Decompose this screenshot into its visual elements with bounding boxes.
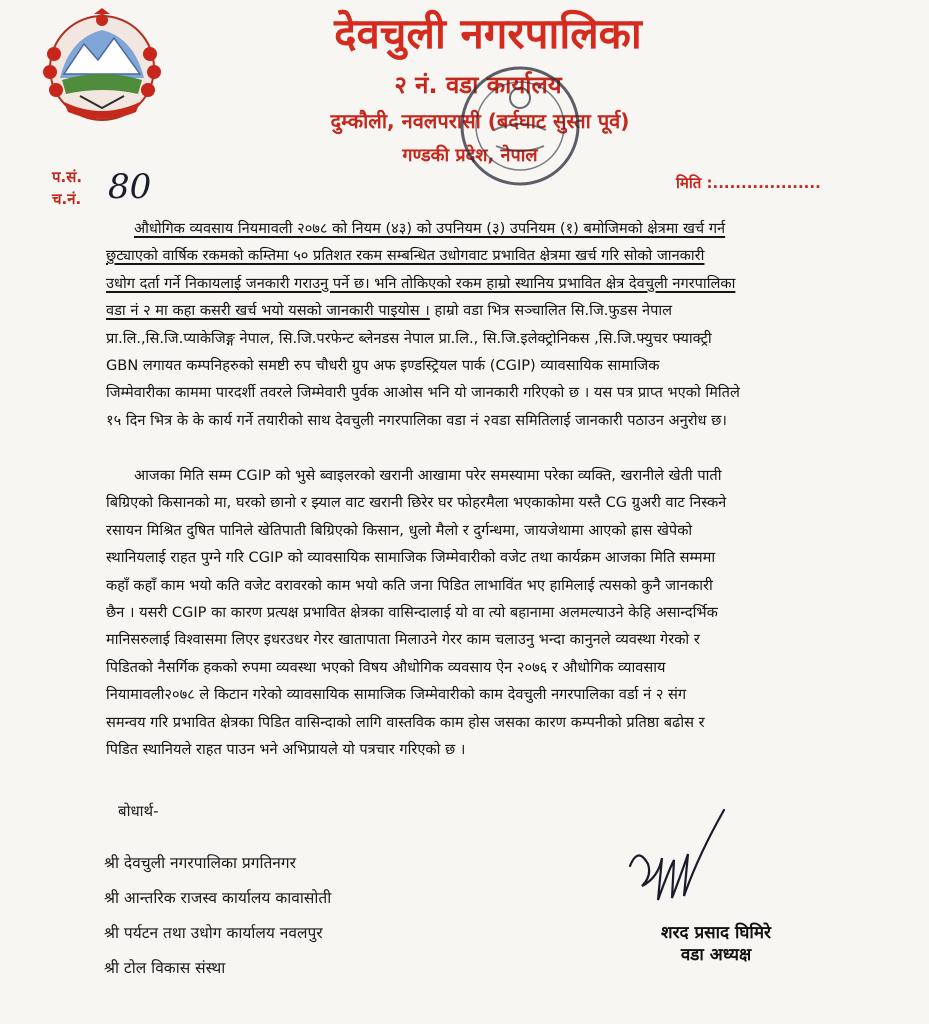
province-line: गण्डकी प्रदेश, नेपाल bbox=[402, 145, 538, 166]
body-line: औधोगिक व्यवसाय नियमावली २०७८ को नियम (४३) को उपनियम (३) उपनियम (१) बमोजिमको क्षेत्रमा खर्च गर्न bbox=[134, 220, 726, 237]
body-line: पिडित स्थानियले राहत पाउन भने अभिप्रायले यो पत्रचार गरिएको छ । bbox=[106, 741, 466, 759]
body-paragraph-2 bbox=[106, 462, 872, 763]
ward-office-title: २ नं. वडा कार्यालय bbox=[394, 71, 562, 99]
bodhartha-label: बोधार्थ- bbox=[118, 802, 159, 820]
reference-labels: प.सं. च.नं. bbox=[52, 168, 83, 208]
body-line-rest: हाम्रो वडा भित्र सञ्चालित सि.जि.फुडस नेपाल bbox=[429, 302, 673, 320]
signatory-title: वडा अध्यक्ष bbox=[680, 945, 752, 965]
body-line: पिडितको नैसर्गिक हकको रुपमा व्यवस्था भएको विषय औधोगिक व्यवसाय ऐन २०७६ र औधोगिक व्यावसाय bbox=[106, 658, 666, 676]
date-field: मिति :................... bbox=[676, 174, 821, 192]
body-line: रसायन मिश्रित दुषित पानिले खेतिपाती बिग्रिएको किसान, धुलो मैलो र दुर्गन्धमा, जायजेथामा आएको ह्रास खेपेको bbox=[106, 521, 693, 539]
body-line: प्रा.लि.,सि.जि.प्याकेजिङ्ग नेपाल, सि.जि.परफेन्ट ब्लेनडस नेपाल प्रा.लि., सि.जि.इलेक्ट्रोनिकस ,सि.जि.फ्युचर फ्याक्ट्री bbox=[106, 329, 712, 347]
body-line: समन्वय गरि प्रभावित क्षेत्रका पिडित वासिन्दाको लागि वास्तविक काम होस जसका कारण कम्पनीको प्रतिष्ठा बढोस र bbox=[106, 713, 705, 731]
body-line: कहाँ कहाँ काम भयो कति वजेट वरावरको काम भयो कति जना पिडित लाभाविंत भए हामिलाई त्यसको कुनै जानकारी bbox=[106, 576, 713, 594]
body-line: GBN लगायत कम्पनिहरुको समष्टी रुप चौधरी ग्रुप अफ इण्डस्ट्रियल पार्क (CGIP) व्यावसायिक सामाजिक bbox=[106, 357, 660, 375]
handwritten-signature-icon bbox=[618, 806, 728, 926]
body-paragraph-1 bbox=[106, 215, 872, 434]
reference-number: 80 bbox=[108, 167, 152, 207]
body-line bbox=[106, 297, 872, 324]
body-line-underlined: वडा नं २ मा कहा कसरी खर्च भयो यसको जानकारी पाइयोस । bbox=[106, 302, 430, 320]
body-line: बिग्रिएको किसानको मा, घरको छानो र झ्याल वाट खरानी छिरेर घर फोहरमैला भएकाकोमा यस्तै CG ग्रुअरी वाट निस्कने bbox=[106, 494, 727, 512]
bodhartha-recipient-list bbox=[104, 846, 331, 986]
signatory-name: शरद प्रसाद घिमिरे bbox=[661, 923, 771, 943]
body-line: स्थानियलाई राहत पुग्ने गरि CGIP को व्यावसायिक सामाजिक जिम्मेवारीको वजेट तथा कार्यक्रम आजका मिति सम्ममा bbox=[106, 549, 716, 567]
office-stamp-icon bbox=[454, 60, 586, 192]
body-line: छुट्याएको वार्षिक रकमको कम्तिमा ५० प्रतिशत रकम सम्बन्धित उधोगवाट प्रभावित क्षेत्रमा खर्च गरि सोको जानकारी bbox=[106, 247, 705, 265]
nepal-government-emblem-icon bbox=[40, 8, 164, 126]
body-line: जिम्मेवारीका काममा पारदर्शी तवरले जिम्मेवारी पुर्वक आओस भनि यो जानकारी गरिएको छ । यस पत्र प्राप्त भएको मितिले bbox=[106, 384, 740, 402]
recipient-item: श्री आन्तरिक राजस्व कार्यालय कावासोती bbox=[104, 889, 332, 907]
recipient-item: श्री देवचुली नगरपालिका प्रगतिनगर bbox=[104, 854, 296, 872]
recipient-item: श्री पर्यटन तथा उधोग कार्यालय नवलपुर bbox=[104, 924, 323, 942]
body-line: आजका मिति सम्म CGIP को भुसे ब्वाइलरको खरानी आखामा परेर समस्यामा परेका व्यक्ति, खरानीले खेती पाती bbox=[134, 467, 722, 484]
recipient-item: श्री टोल विकास संस्था bbox=[104, 959, 226, 977]
municipality-title: देवचुली नगरपालिका bbox=[334, 9, 642, 58]
body-line: उधोग दर्ता गर्ने निकायलाई जनकारी गराउनु पर्ने छ। भनि तोकिएको रकम हाम्रो स्थानिय प्रभावित क्षेत्र देवचुली नगरपालिका bbox=[106, 274, 736, 292]
signatory-block bbox=[616, 922, 816, 966]
body-line: छैन । यसरी CGIP का कारण प्रत्यक्ष प्रभावित क्षेत्रका वासिन्दालाई यो वा त्यो बहानामा अलमल्याउने केहि असान्दर्भिक bbox=[106, 604, 718, 622]
office-address: दुम्कौली, नवलपरासी (बर्दघाट सुस्ता पूर्व) bbox=[330, 109, 630, 133]
body-line: नियामावली२०७८ ले किटान गरेको व्यावसायिक सामाजिक जिम्मेवारीको काम देवचुली नगरपालिका वर्डा नं २ संग bbox=[106, 686, 687, 704]
body-line: मानिसरुलाई विश्वासमा लिएर इधरउधर गेरर खातापाता मिलाउने गेरर काम चलाउनु भन्दा कानुनले व्यवस्था गेरको र bbox=[106, 631, 700, 649]
body-line: १५ दिन भित्र के के कार्य गर्ने तयारीको साथ देवचुली नगरपालिका वडा नं २वडा समितिलाई जानकारी पठाउन अनुरोध छ। bbox=[106, 411, 727, 429]
